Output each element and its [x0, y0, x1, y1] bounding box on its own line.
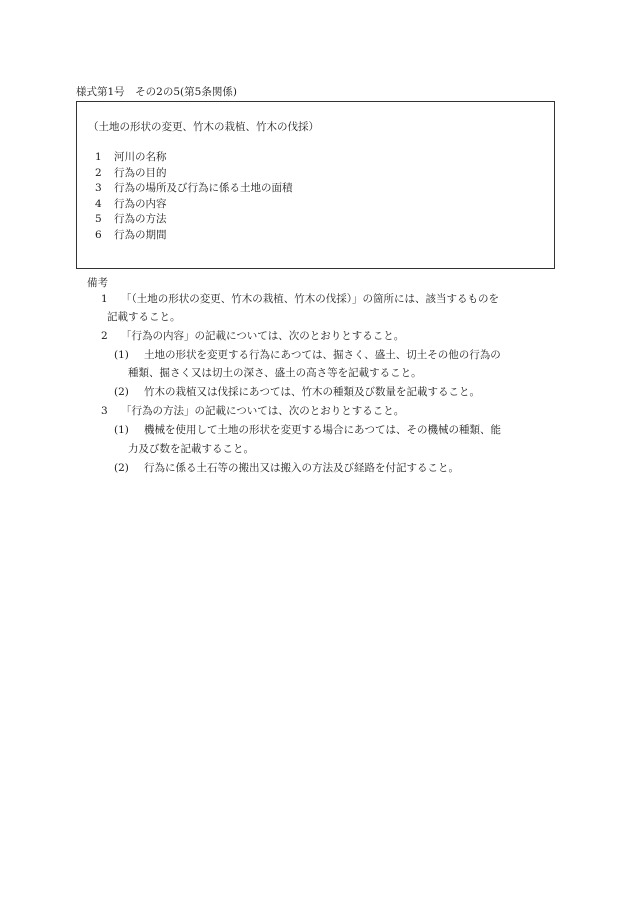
- note-number: 2: [101, 330, 108, 342]
- list-item: [95, 150, 293, 166]
- item-number: 6: [95, 228, 102, 241]
- note-3-sub-1-line-1: [114, 421, 501, 440]
- note-2-sub-1-line-2: 種類、掘さく又は切土の深さ、盛土の高さ等を記載すること。: [128, 367, 422, 379]
- form-title: 様式第1号 その2の5(第5条関係): [76, 86, 237, 98]
- box-title: （土地の形状の変更、竹木の栽植、竹木の伐採）: [88, 121, 319, 133]
- note-2-sub-1-line-1: [114, 346, 501, 365]
- sub-note-text: 土地の形状を変更する行為にあつては、掘さく、盛土、切土その他の行為の: [144, 349, 501, 361]
- item-number: 3: [95, 182, 102, 195]
- note-3-sub-2: [114, 459, 459, 478]
- form-box: [76, 101, 555, 269]
- item-label: 行為の方法: [114, 213, 167, 226]
- note-number: 1: [101, 293, 108, 305]
- sub-note-text: 機械を使用して土地の形状を変更する場合にあつては、その機械の種類、能: [144, 424, 501, 436]
- item-number: 5: [95, 213, 102, 226]
- note-number: 3: [101, 405, 108, 417]
- note-2: [101, 327, 404, 346]
- item-number: 4: [95, 197, 102, 210]
- list-item: [95, 197, 293, 213]
- item-number: 1: [95, 151, 102, 163]
- list-item: [95, 166, 293, 182]
- note-3: [101, 402, 404, 421]
- list-item: [95, 212, 293, 228]
- note-text: 「行為の内容」の記載については、次のとおりとすること。: [121, 330, 405, 342]
- note-text: 「（土地の形状の変更、竹木の栽植、竹木の伐採）」の箇所には、該当するものを: [121, 293, 499, 305]
- item-label: 行為の場所及び行為に係る土地の面積: [114, 182, 293, 195]
- sub-note-number: (1): [114, 424, 129, 436]
- note-text: 「行為の方法」の記載については、次のとおりとすること。: [121, 405, 405, 417]
- item-number: 2: [95, 166, 102, 179]
- sub-note-number: (1): [114, 349, 129, 361]
- sub-note-text: 行為に係る土石等の搬出又は搬入の方法及び経路を付記すること。: [144, 462, 459, 474]
- note-1-line-2: 記載すること。: [107, 311, 181, 323]
- list-item: [95, 228, 293, 244]
- sub-note-text: 竹木の栽植又は伐採にあつては、竹木の種類及び数量を記載すること。: [144, 386, 480, 398]
- item-label: 行為の目的: [114, 166, 167, 179]
- list-item: [95, 181, 293, 197]
- item-label: 行為の内容: [114, 197, 167, 210]
- note-3-sub-1-line-2: 力及び数を記載すること。: [128, 443, 254, 455]
- note-1-line-1: [101, 290, 499, 309]
- item-list: [95, 150, 293, 244]
- item-label: 河川の名称: [114, 151, 167, 163]
- sub-note-number: (2): [114, 462, 129, 474]
- sub-note-number: (2): [114, 386, 129, 398]
- notes-heading: 備考: [87, 277, 108, 289]
- item-label: 行為の期間: [114, 228, 167, 241]
- note-2-sub-2: [114, 383, 480, 402]
